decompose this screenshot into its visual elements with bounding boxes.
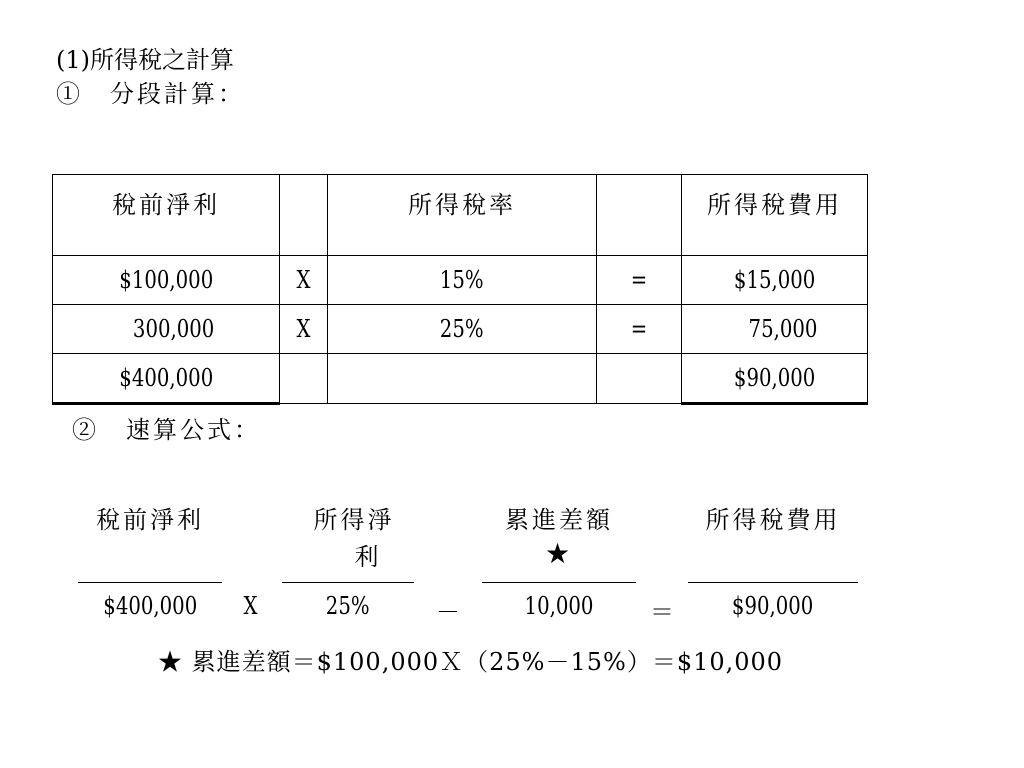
table-row: [53, 305, 868, 354]
label-progressive-text: 累進差額: [505, 506, 613, 534]
label-rate: [282, 500, 414, 572]
value-rate: 25%: [326, 592, 370, 620]
cell-equals: =: [597, 256, 682, 305]
cell-times: X: [280, 256, 328, 305]
step1-heading: ① 分段計算：: [56, 80, 245, 108]
operator-equals: ＝: [650, 598, 674, 626]
cell-empty: [597, 354, 682, 404]
table-header-row: [53, 175, 868, 256]
divider-line: [282, 582, 414, 583]
divider-line: [78, 582, 222, 583]
cell-tax: 75,000: [682, 305, 868, 354]
header-operator-2: [597, 175, 682, 256]
operator-times: X: [243, 592, 259, 620]
cell-tax-total: $90,000: [682, 354, 868, 404]
header-operator-1: [280, 175, 328, 256]
section-title: (1)所得稅之計算: [56, 46, 234, 74]
table-total-row: [53, 354, 868, 404]
cell-tax: $15,000: [682, 256, 868, 305]
header-tax-rate: 所得稅率: [328, 175, 597, 256]
header-tax-expense: 所得稅費用: [682, 175, 868, 256]
cell-times: X: [280, 305, 328, 354]
value-pretax: $400,000: [103, 592, 197, 620]
operator-minus: －: [436, 598, 460, 626]
label-pretax-income: 稅前淨利: [96, 506, 204, 534]
cell-pretax-total: $400,000: [53, 354, 280, 404]
segmented-tax-table: [52, 174, 868, 405]
cell-empty: [280, 354, 328, 404]
cell-rate: 25%: [328, 305, 597, 354]
label-rate-line1: 所得淨: [313, 506, 395, 534]
cell-pretax: 300,000: [53, 305, 280, 354]
star-icon: ★: [544, 537, 574, 570]
step2-heading: ② 速算公式：: [72, 416, 261, 444]
cell-empty: [328, 354, 597, 404]
divider-line: [482, 582, 636, 583]
cell-rate: 15%: [328, 256, 597, 305]
divider-line: [688, 582, 858, 583]
value-tax-expense: $90,000: [732, 592, 814, 620]
label-progressive-difference: [482, 500, 636, 570]
label-tax-expense: 所得稅費用: [705, 506, 841, 534]
progressive-difference-note: ★ 累進差額＝$100,000Ｘ（25%－15%）＝$10,000: [158, 648, 784, 676]
cell-pretax: $100,000: [53, 256, 280, 305]
header-pretax-income: 稅前淨利: [53, 175, 280, 256]
table-row: [53, 256, 868, 305]
label-rate-line2: 利: [354, 543, 382, 571]
cell-equals: =: [597, 305, 682, 354]
value-progressive: 10,000: [524, 592, 594, 620]
